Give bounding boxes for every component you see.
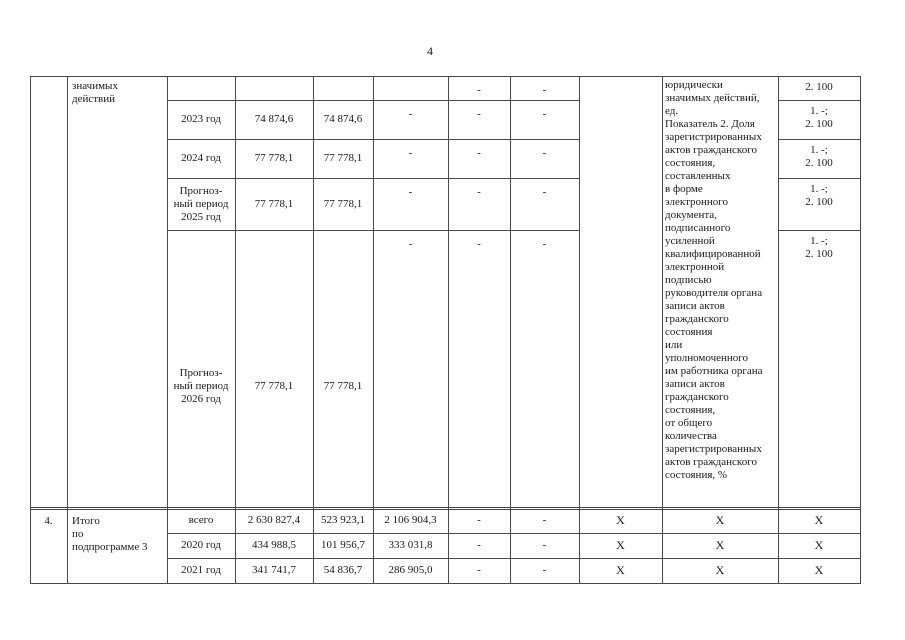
total-cell: 77 778,1 [254, 152, 294, 164]
indicator-value-cell: 1. -; 2. 100 [805, 144, 833, 169]
period-cell: всего [188, 513, 214, 526]
local-cell: - [477, 539, 481, 551]
table-rule [778, 139, 860, 140]
local-cell: - [477, 147, 481, 159]
table-right-rule [860, 76, 861, 584]
c8-cell: X [715, 512, 725, 527]
reg-cell: 286 905,0 [388, 564, 433, 576]
federal-cell: 74 874,6 [323, 113, 363, 125]
regional-cell: - [408, 186, 413, 198]
local-cell: - [477, 186, 481, 198]
other-cell: - [542, 108, 547, 120]
table-rule [778, 178, 860, 179]
period-cell: 2020 год [181, 539, 221, 551]
measure-name: значимых действий [72, 80, 118, 105]
total-cell: 77 778,1 [254, 380, 294, 392]
total-cell: 77 778,1 [254, 197, 294, 210]
c9-cell: X [814, 512, 824, 527]
period-cell: Прогноз- ный период 2026 год [173, 367, 229, 405]
table-rule [167, 230, 579, 231]
regional-cell: - [408, 147, 413, 159]
indicator-value-cell: 1. -; 2. 100 [805, 235, 833, 260]
federal-cell: 77 778,1 [323, 197, 363, 210]
c9-cell: X [814, 563, 824, 577]
c8-cell: X [715, 563, 725, 577]
other-cell: - [542, 84, 547, 96]
other-cell: - [542, 564, 547, 576]
total-cell: 434 988,5 [252, 539, 296, 551]
total-cell: 74 874,6 [254, 113, 294, 125]
total-cell: 341 741,7 [252, 564, 296, 576]
table-rule [167, 100, 579, 101]
fed-cell: 523 923,1 [321, 513, 365, 526]
period-cell: Прогноз- ный период 2025 год [173, 184, 229, 223]
fed-cell: 101 956,7 [321, 539, 365, 551]
c8-cell: X [715, 538, 725, 552]
indicator-value-cell: 1. -; 2. 100 [805, 105, 833, 130]
regional-cell: - [408, 238, 413, 250]
reg-cell: 2 106 904,3 [384, 513, 437, 526]
federal-cell: 77 778,1 [323, 380, 363, 392]
period-cell: 2021 год [181, 564, 221, 576]
row-number: 4. [44, 515, 53, 527]
table-rule [167, 533, 860, 534]
other-cell: - [542, 147, 547, 159]
local-cell: - [477, 84, 481, 96]
local-cell: - [477, 238, 481, 250]
table-bottom-rule [30, 583, 860, 584]
table-rule [778, 230, 860, 231]
total-cell: 2 630 827,4 [247, 513, 301, 526]
other-cell: - [542, 513, 547, 526]
other-cell: - [542, 539, 547, 551]
federal-cell: 77 778,1 [323, 152, 363, 164]
local-cell: - [477, 108, 481, 120]
indicator-description: юридически значимых действий, ед. Показатель 2. Доля зарегистрированных актов гражданского состояния, составленных в форме электронного документа, подписанного усиленной квалифицированной электронной подписью руководителя органа записи актов гражданского состояния или уполномоченного им работника органа записи актов гражданского состояния, от общего количества зарегистрированных актов гражданского состояния, % [665, 79, 763, 481]
local-cell: - [477, 564, 481, 576]
table-rule [778, 100, 860, 101]
table-rule [167, 558, 860, 559]
page-number: 4 [427, 44, 433, 58]
budget-table [30, 76, 860, 583]
table-rule [167, 178, 579, 179]
other-cell: - [542, 238, 547, 250]
reg-cell: 333 031,8 [388, 539, 433, 551]
fed-cell: 54 836,7 [323, 564, 363, 576]
period-cell: 2023 год [181, 113, 221, 125]
other-cell: - [542, 186, 547, 198]
indicator-value-cell: 1. -; 2. 100 [805, 183, 833, 208]
regional-cell: - [408, 108, 413, 120]
block-divider-rule [30, 507, 860, 508]
table-rule [167, 139, 579, 140]
period-cell: 2024 год [181, 152, 221, 164]
c9-cell: X [814, 538, 824, 552]
c7-cell: X [616, 538, 625, 552]
indicator-value-cell: 2. 100 [805, 81, 833, 93]
c7-cell: X [616, 563, 625, 577]
local-cell: - [477, 513, 481, 526]
block-divider-rule [30, 509, 860, 510]
c7-cell: X [616, 512, 625, 527]
table-top-rule [30, 76, 860, 77]
subprogram-total-label: Итого по подпрограмме 3 [72, 515, 148, 553]
